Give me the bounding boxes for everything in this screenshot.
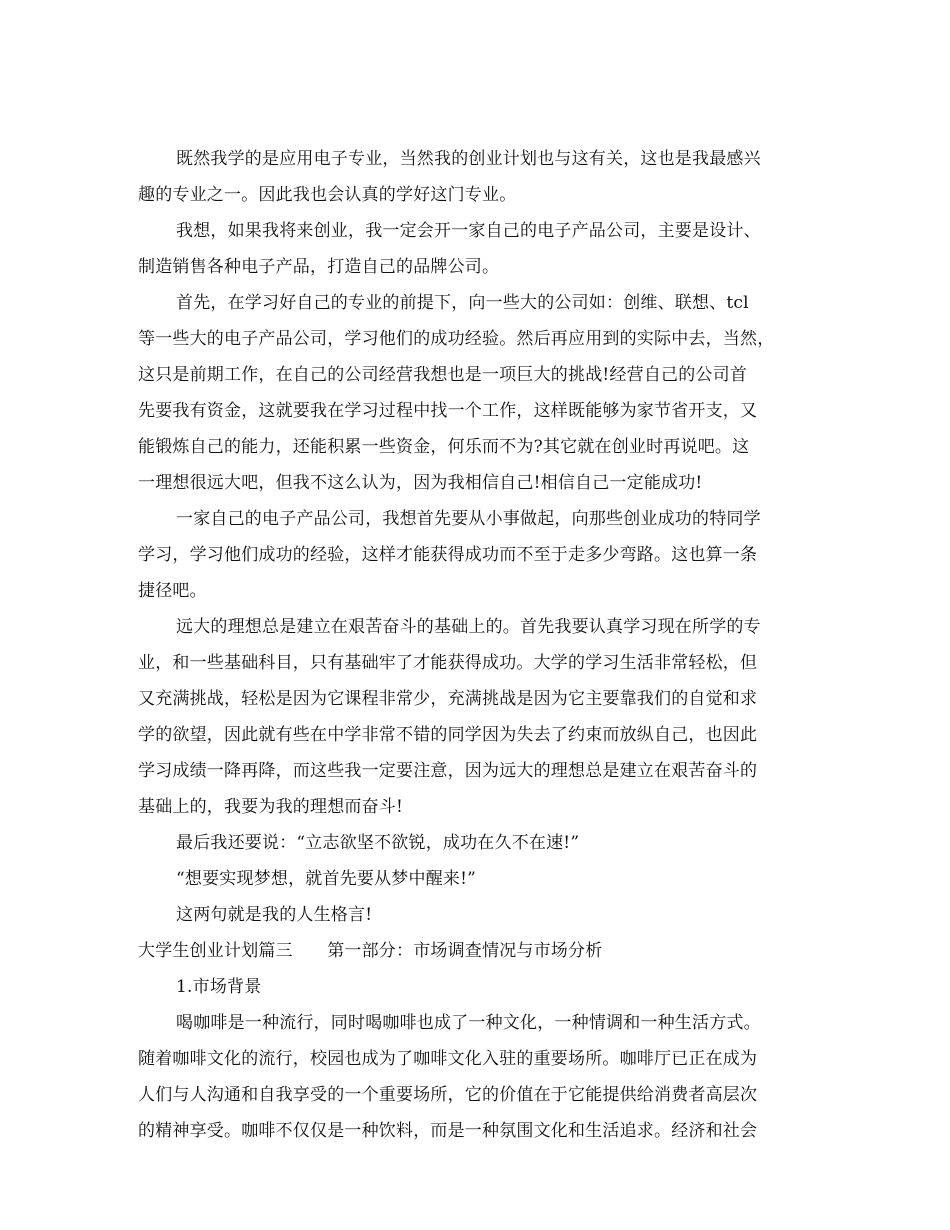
paragraph-line: 既然我学的是应用电子专业，当然我的创业计划也与这有关，这也是我最感兴 — [176, 149, 761, 169]
paragraph-line: 先要我有资金，这就要我在学习过程中找一个工作，这样既能够为家节省开支，又 — [138, 401, 758, 421]
paragraph-line: 制造销售各种电子产品，打造自己的品牌公司。 — [138, 257, 500, 277]
paragraph-line: 学的欲望，因此就有些在中学非常不错的同学因为失去了约束而放纵自己，也因此 — [138, 725, 758, 745]
paragraph-line: 学习，学习他们成功的经验，这样才能获得成功而不至于走多少弯路。这也算一条 — [138, 545, 758, 565]
paragraph-line: 喝咖啡是一种流行，同时喝咖啡也成了一种文化，一种情调和一种生活方式。 — [176, 1013, 761, 1033]
paragraph-line: 首先，在学习好自己的专业的前提下，向一些大的公司如：创维、联想、tcl — [176, 293, 749, 313]
subsection-heading: 1.市场背景 — [176, 977, 262, 997]
paragraph-line: 这两句就是我的人生格言! — [176, 905, 373, 925]
paragraph-line: 一理想很远大吧，但我不这么认为，因为我相信自己!相信自己一定能成功! — [138, 473, 703, 493]
paragraph-line: 趣的专业之一。因此我也会认真的学好这门专业。 — [138, 185, 517, 205]
paragraph-line: 一家自己的电子产品公司，我想首先要从小事做起，向那些创业成功的特同学 — [176, 509, 761, 529]
paragraph-line: 业，和一些基础科目，只有基础牢了才能获得成功。大学的学习生活非常轻松，但 — [138, 653, 758, 673]
paragraph-line: 学习成绩一降再降，而这些我一定要注意，因为远大的理想总是建立在艰苦奋斗的 — [138, 761, 758, 781]
paragraph-line: 等一些大的电子产品公司，学习他们的成功经验。然后再应用到的实际中去，当然， — [138, 329, 775, 349]
paragraph-line: 捷径吧。 — [138, 581, 207, 601]
paragraph-line: “想要实现梦想，就首先要从梦中醒来!” — [176, 869, 477, 889]
paragraph-line: 远大的理想总是建立在艰苦奋斗的基础上的。首先我要认真学习现在所学的专 — [176, 617, 761, 637]
paragraph-line: 能锻炼自己的能力，还能积累一些资金，何乐而不为?其它就在创业时再说吧。这 — [138, 437, 750, 457]
paragraph-line: 随着咖啡文化的流行，校园也成为了咖啡文化入驻的重要场所。咖啡厅已正在成为 — [138, 1049, 758, 1069]
paragraph-line: 人们与人沟通和自我享受的一个重要场所，它的价值在于它能提供给消费者高层次 — [138, 1085, 758, 1105]
section-heading: 大学生创业计划篇三 第一部分：市场调查情况与市场分析 — [138, 941, 603, 961]
paragraph-line: 最后我还要说：“立志欲坚不欲锐，成功在久不在速!” — [176, 833, 580, 853]
paragraph-line: 基础上的，我要为我的理想而奋斗! — [138, 797, 404, 817]
paragraph-line: 又充满挑战，轻松是因为它课程非常少，充满挑战是因为它主要靠我们的自觉和求 — [138, 689, 758, 709]
paragraph-line: 我想，如果我将来创业，我一定会开一家自己的电子产品公司，主要是设计、 — [176, 221, 761, 241]
paragraph-line: 这只是前期工作，在自己的公司经营我想也是一项巨大的挑战!经营自己的公司首 — [138, 365, 748, 385]
paragraph-line: 的精神享受。咖啡不仅仅是一种饮料，而是一种氛围文化和生活追求。经济和社会 — [138, 1121, 758, 1141]
